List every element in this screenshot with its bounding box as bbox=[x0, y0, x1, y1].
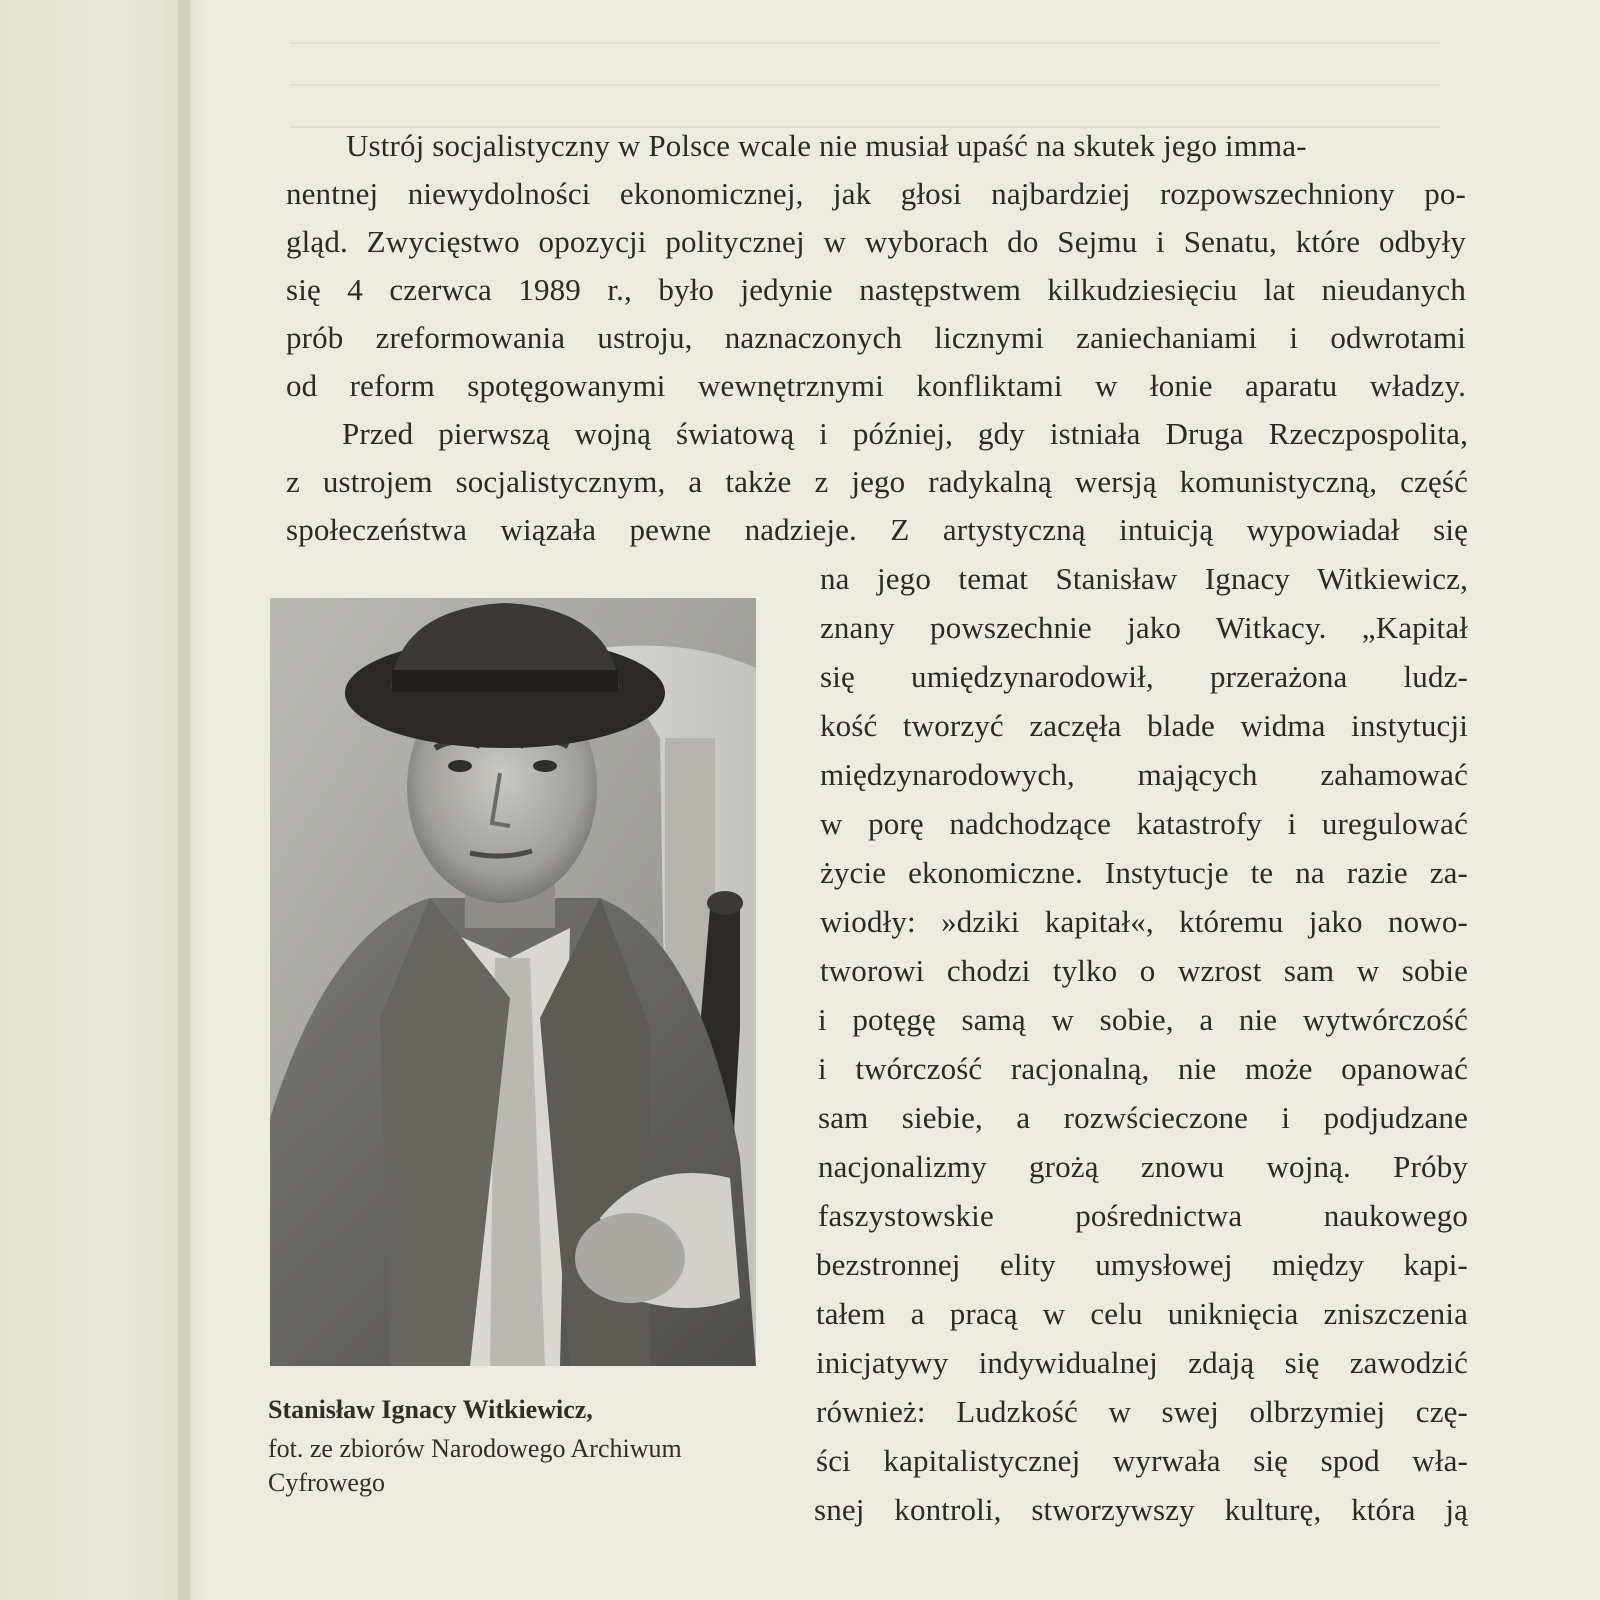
text-line: inicjatywy indywidualnej zdają się zawodzić bbox=[816, 1345, 1468, 1380]
text-line: faszystowskie pośrednictwa naukowego bbox=[818, 1198, 1468, 1233]
text-line: tworowi chodzi tylko o wzrost sam w sobie bbox=[820, 953, 1468, 988]
text-line: się umiędzynarodowił, przerażona ludz- bbox=[820, 659, 1468, 694]
text-line: od reform spotęgowanymi wewnętrznymi konfliktami w łonie aparatu władzy. bbox=[286, 368, 1466, 403]
portrait-photo bbox=[270, 598, 756, 1366]
text-line: i twórczość racjonalną, nie może opanować bbox=[818, 1051, 1468, 1086]
text-line: wiodły: »dziki kapitał«, któremu jako nowo- bbox=[820, 904, 1468, 939]
text-line: się 4 czerwca 1989 r., było jedynie następstwem kilkudziesięciu lat nieudanych bbox=[286, 272, 1466, 307]
text-line: i potęgę samą w sobie, a nie wytwórczość bbox=[818, 1002, 1468, 1037]
caption-name: Stanisław Ignacy Witkiewicz, bbox=[268, 1395, 593, 1424]
page-gutter bbox=[0, 0, 190, 1600]
portrait-illustration bbox=[270, 598, 756, 1366]
text-line: ści kapitalistycznej wyrwała się spod wła- bbox=[816, 1443, 1468, 1478]
text-line: nentnej niewydolności ekonomicznej, jak głosi najbardziej rozpowszechniony po- bbox=[286, 176, 1466, 211]
text-line: społeczeństwa wiązała pewne nadzieje. Z artystyczną intuicją wypowiadał się bbox=[286, 512, 1468, 547]
text-line: nacjonalizmy grożą znowu wojną. Próby bbox=[818, 1149, 1468, 1184]
text-line: tałem a pracą w celu uniknięcia zniszczenia bbox=[816, 1296, 1468, 1331]
text-line: z ustrojem socjalistycznym, a także z jego radykalną wersją komunistyczną, część bbox=[286, 464, 1468, 499]
text-line: znany powszechnie jako Witkacy. „Kapitał bbox=[820, 610, 1468, 645]
text-line: międzynarodowych, mających zahamować bbox=[820, 757, 1468, 792]
text-line: kość tworzyć zaczęła blade widma instytucji bbox=[820, 708, 1468, 743]
text-line: życie ekonomiczne. Instytucje te na razie za- bbox=[820, 855, 1468, 890]
text-line: również: Ludzkość w swej olbrzymiej czę- bbox=[816, 1394, 1468, 1429]
caption-credit-continued: Cyfrowego bbox=[268, 1468, 385, 1497]
gutter-shadow bbox=[178, 0, 208, 1600]
text-line: prób zreformowania ustroju, naznaczonych licznymi zaniechaniami i odwrotami bbox=[286, 320, 1466, 355]
text-line: na jego temat Stanisław Ignacy Witkiewicz, bbox=[820, 561, 1468, 596]
text-line: Przed pierwszą wojną światową i później, gdy istniała Druga Rzeczpospolita, bbox=[342, 416, 1468, 451]
text-line: Ustrój socjalistyczny w Polsce wcale nie musiał upaść na skutek jego imma- bbox=[346, 128, 1307, 163]
show-through-text bbox=[290, 20, 1440, 140]
text-line: snej kontroli, stworzywszy kulturę, która ją bbox=[814, 1492, 1468, 1527]
caption-credit: fot. ze zbiorów Narodowego Archiwum bbox=[268, 1434, 682, 1463]
text-line: bezstronnej elity umysłowej między kapi- bbox=[816, 1247, 1468, 1282]
text-line: gląd. Zwycięstwo opozycji politycznej w wyborach do Sejmu i Senatu, które odbyły bbox=[286, 224, 1466, 259]
text-line: w porę nadchodzące katastrofy i uregulować bbox=[820, 806, 1468, 841]
text-line: sam siebie, a rozwścieczone i podjudzane bbox=[818, 1100, 1468, 1135]
